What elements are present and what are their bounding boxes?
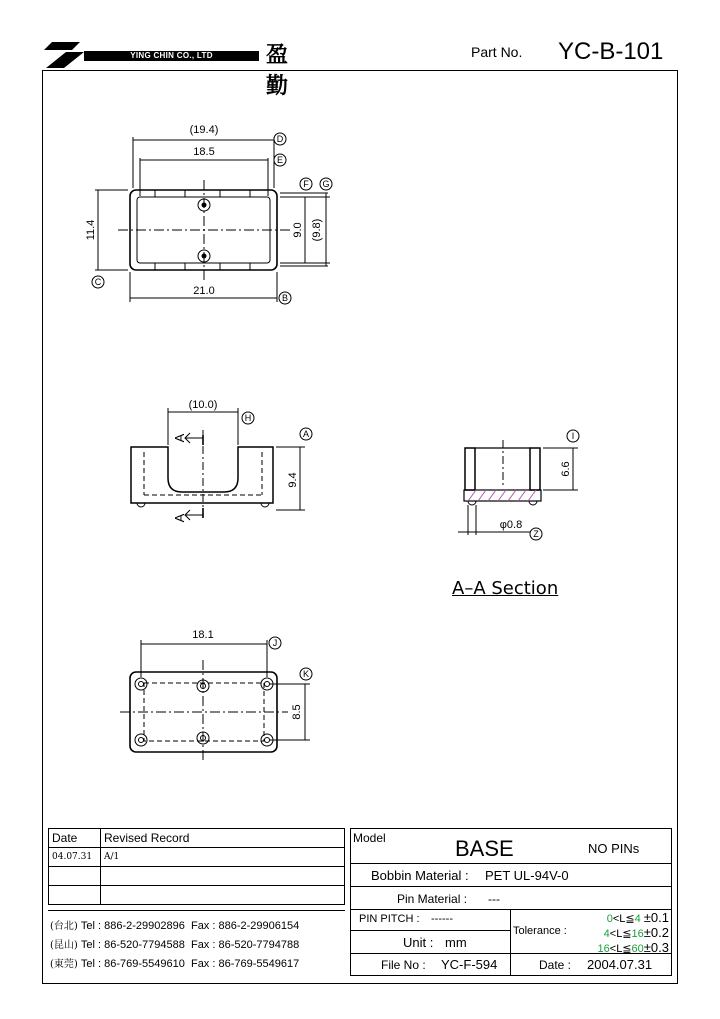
dim-19-4: (19.4)	[189, 124, 219, 136]
section-arrow-a-top: A	[172, 433, 187, 443]
pin-material-value: ---	[488, 892, 500, 906]
part-no-label: Part No.	[471, 44, 523, 60]
contact-row: (東莞) Tel : 86-769-5549610 Fax : 86-769-5549617	[50, 958, 300, 970]
table-row	[49, 867, 345, 886]
ref-h: H	[244, 413, 252, 423]
ref-z: Z	[533, 529, 539, 539]
tolerance-cell	[511, 910, 672, 954]
tolerance-list	[598, 911, 669, 956]
dim-9-8: (9.8)	[311, 218, 323, 242]
rev-date: 04.07.31	[49, 848, 101, 867]
rev-date	[49, 886, 101, 905]
dim-11-4: 11.4	[85, 219, 97, 241]
ref-k: K	[302, 669, 310, 679]
dim-8-5: 8.5	[291, 704, 303, 720]
dim-21-0: 21.0	[193, 285, 215, 297]
section-arrow-a-bottom: A	[172, 513, 187, 523]
contact-row: (台北) Tel : 886-2-29902896 Fax : 886-2-29906154	[50, 920, 300, 932]
company-name-cn: 盈勤	[266, 42, 289, 99]
ref-b: B	[281, 293, 289, 303]
side-view	[131, 408, 312, 523]
ref-d: D	[276, 134, 284, 144]
tolerance-row: 4<L≦16±0.2	[603, 925, 669, 940]
spec-model-row	[351, 829, 671, 864]
rev-header-date: Date	[49, 829, 101, 848]
contact-list	[50, 917, 299, 974]
bobbin-value: PET UL-94V-0	[485, 868, 569, 883]
rev-header-record: Revised Record	[101, 829, 345, 848]
top-view	[92, 133, 332, 304]
pin-material-label: Pin Material :	[397, 892, 468, 906]
dim-9-0: 9.0	[292, 222, 304, 238]
rev-record: A/1	[101, 848, 345, 867]
pins-value: NO PINs	[588, 841, 640, 856]
tolerance-row: 16<L≦60±0.3	[597, 940, 669, 955]
model-value: BASE	[455, 836, 514, 861]
date-cell: Date : 2004.07.31	[539, 957, 653, 972]
dim-phi-0-8: φ0.8	[499, 519, 523, 531]
contacts-rule	[48, 910, 345, 911]
ref-c: C	[94, 277, 102, 287]
part-no: YC-B-101	[558, 38, 664, 65]
table-row	[49, 829, 345, 848]
company-name-bar: YING CHIN CO., LTD	[84, 51, 259, 61]
ref-a: A	[302, 429, 310, 439]
revision-table	[48, 828, 345, 905]
dim-10-0: (10.0)	[188, 399, 218, 411]
ref-j: J	[272, 638, 278, 648]
ref-f: F	[303, 179, 309, 189]
tolerance-row: 0<L≦4 ±0.1	[606, 910, 669, 925]
bottom-view	[120, 637, 312, 762]
dim-18-5: 18.5	[193, 146, 215, 158]
section-label: A–A Section	[452, 578, 559, 599]
rev-record	[101, 886, 345, 905]
spec-bobbin-row	[351, 864, 671, 887]
spec-block	[350, 828, 672, 976]
rev-date	[49, 867, 101, 886]
dim-9-4: 9.4	[287, 472, 299, 488]
table-row	[49, 886, 345, 905]
ref-i: I	[571, 431, 575, 441]
ref-e: E	[276, 155, 284, 165]
bobbin-label: Bobbin Material :	[371, 868, 469, 883]
pin-pitch-cell: PIN PITCH : ------	[351, 910, 511, 931]
rev-record	[101, 867, 345, 886]
file-no-cell: File No : YC-F-594	[351, 954, 511, 975]
spec-pin-material-row	[351, 887, 671, 910]
table-row	[49, 848, 345, 867]
contact-row: (昆山) Tel : 86-520-7794588 Fax : 86-520-7794788	[50, 939, 300, 951]
dim-6-6: 6.6	[560, 461, 572, 477]
unit-cell: Unit : mm	[351, 931, 511, 954]
ref-g: G	[322, 179, 330, 189]
tolerance-label: Tolerance :	[513, 925, 567, 937]
dim-18-1: 18.1	[192, 629, 214, 641]
model-label: Model	[353, 831, 386, 845]
